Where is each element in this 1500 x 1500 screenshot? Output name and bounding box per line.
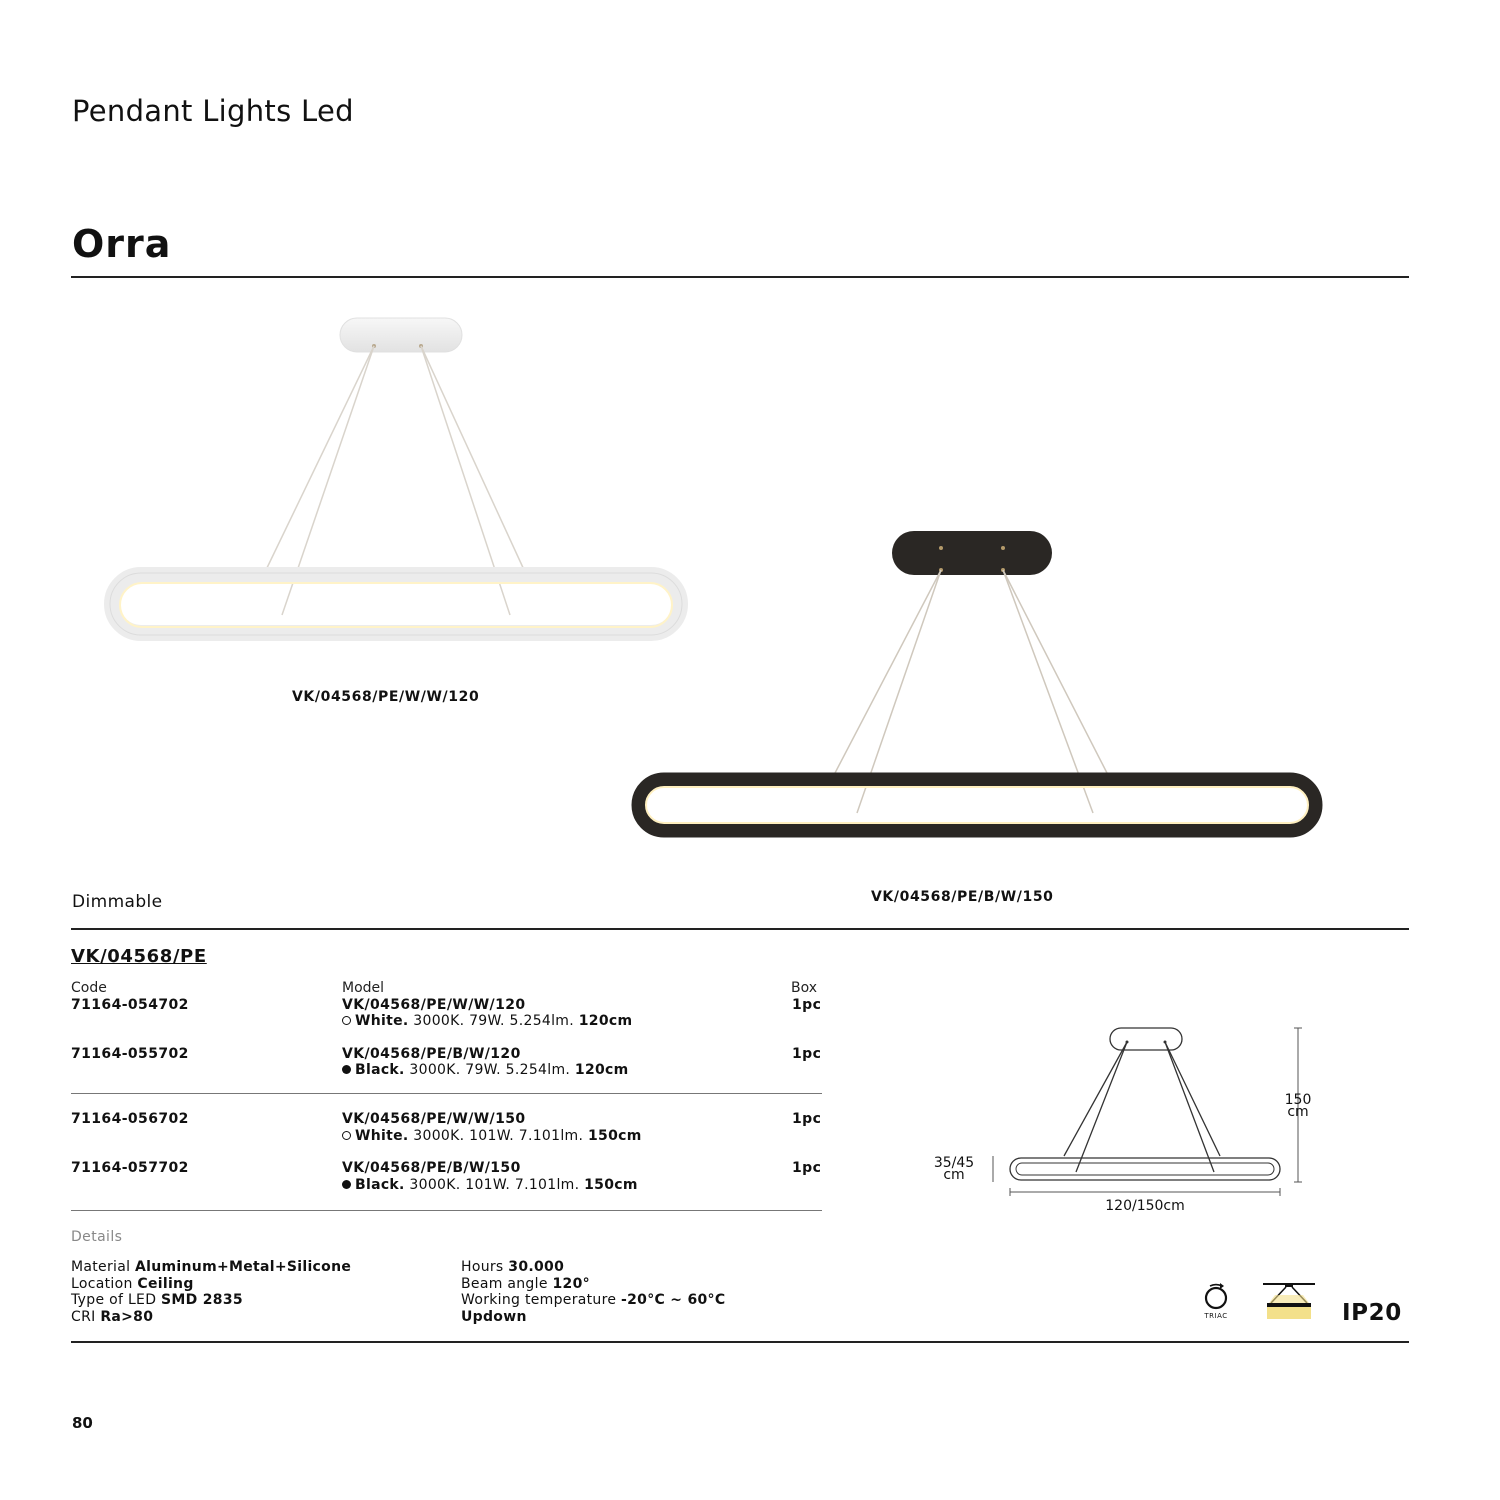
spec-beam-angle: Beam angle 120° (461, 1275, 590, 1292)
spec-direction: Updown (461, 1308, 527, 1325)
black-pendant-caption: VK/04568/PE/B/W/150 (871, 889, 1054, 905)
depth-dimension-label: 35/45 cm (933, 1155, 975, 1183)
details-right-column (461, 1259, 725, 1325)
table-row-description: White. 3000K. 101W. 7.101lm. 150cm (342, 1128, 642, 1144)
title-divider (71, 276, 1409, 278)
white-color-swatch-icon (342, 1131, 351, 1140)
ip-rating: IP20 (1342, 1300, 1402, 1326)
height-dimension-label: 150 cm (1284, 1092, 1312, 1120)
category-title: Pendant Lights Led (72, 94, 354, 128)
spec-led-type: Type of LED SMD 2835 (71, 1292, 243, 1308)
table-row-description: Black. 3000K. 101W. 7.101lm. 150cm (342, 1177, 638, 1193)
white-pendant-image (100, 310, 700, 650)
product-title: Orra (72, 222, 172, 266)
table-row-model: VK/04568/PE/W/W/150 (342, 1111, 526, 1127)
spec-location: Location Ceiling (71, 1275, 194, 1292)
family-code: VK/04568/PE (71, 946, 207, 967)
white-pendant-caption: VK/04568/PE/W/W/120 (292, 689, 480, 705)
table-row-description: White. 3000K. 79W. 5.254lm. 120cm (342, 1013, 632, 1029)
dimension-diagram (990, 1020, 1310, 1200)
section-divider (71, 928, 1409, 930)
black-color-swatch-icon (342, 1065, 351, 1074)
table-row-box: 1pc (792, 1046, 822, 1062)
table-divider (71, 1093, 822, 1094)
model-header: Model (342, 980, 385, 996)
page-number: 80 (72, 1414, 93, 1432)
triac-label: TRIAC (1204, 1312, 1228, 1320)
footer-divider (71, 1341, 1409, 1343)
table-row-model: VK/04568/PE/B/W/120 (342, 1046, 521, 1062)
spec-hours: Hours 30.000 (461, 1259, 565, 1275)
code-header: Code (71, 980, 107, 996)
spec-cri: CRI Ra>80 (71, 1308, 154, 1325)
box-header: Box (791, 980, 818, 996)
table-row-code: 71164-056702 (71, 1111, 189, 1127)
table-row-model: VK/04568/PE/W/W/120 (342, 997, 526, 1013)
table-row-box: 1pc (792, 1111, 822, 1127)
table-row-code: 71164-057702 (71, 1160, 189, 1176)
black-color-swatch-icon (342, 1180, 351, 1189)
details-left-column (71, 1259, 351, 1325)
table-row-model: VK/04568/PE/B/W/150 (342, 1160, 521, 1176)
table-bottom-divider (71, 1210, 822, 1211)
spec-material: Material Aluminum+Metal+Silicone (71, 1259, 352, 1275)
white-color-swatch-icon (342, 1016, 351, 1025)
dimmable-label: Dimmable (72, 892, 163, 912)
table-row-description: Black. 3000K. 79W. 5.254lm. 120cm (342, 1062, 629, 1078)
table-row-code: 71164-055702 (71, 1046, 189, 1062)
details-label: Details (71, 1229, 123, 1245)
triac-dimmer-icon (1198, 1282, 1234, 1312)
width-dimension-label: 120/150cm (1105, 1198, 1185, 1214)
spec-working-temperature: Working temperature -20°C ~ 60°C (461, 1292, 726, 1308)
table-row-code: 71164-054702 (71, 997, 189, 1013)
updown-pendant-icon (1261, 1281, 1317, 1323)
table-row-box: 1pc (792, 997, 822, 1013)
black-pendant-image (625, 525, 1325, 845)
table-row-box: 1pc (792, 1160, 822, 1176)
